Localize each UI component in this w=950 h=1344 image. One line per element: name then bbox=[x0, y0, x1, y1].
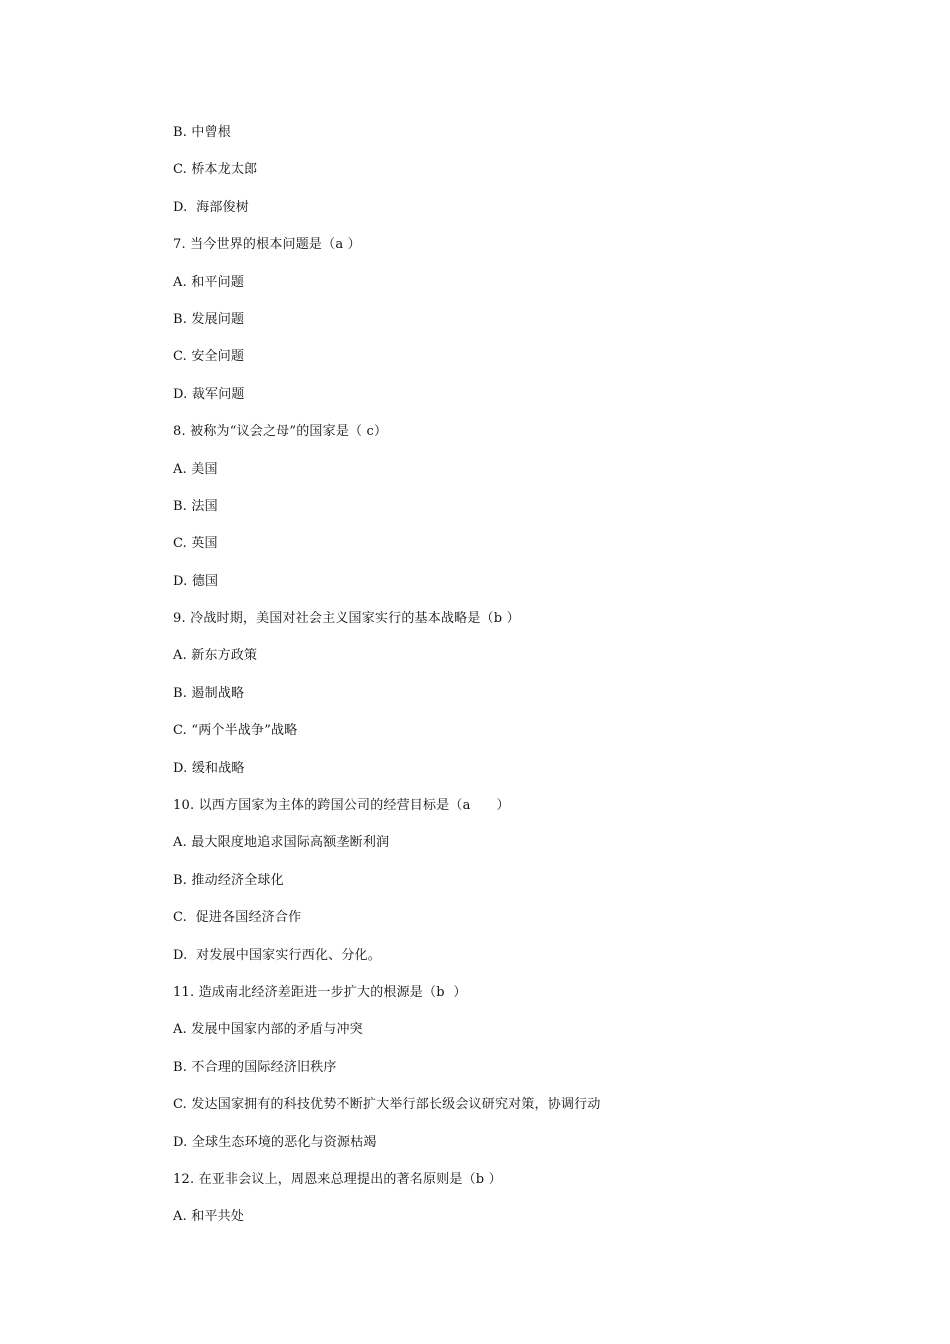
option-d-line: D. 海部俊树 bbox=[173, 199, 249, 215]
option-b-line: B. 遏制战略 bbox=[173, 685, 245, 701]
question-10: 10. 以西方国家为主体的跨国公司的经营目标是（a ） bbox=[173, 798, 510, 814]
option-b-line: B. 中曾根 bbox=[173, 125, 232, 140]
option-c-line: C. 发达国家拥有的科技优势不断扩大举行部长级会议研究对策，协调行动 bbox=[173, 1097, 601, 1113]
option-b-line: B. 法国 bbox=[173, 498, 218, 514]
question-7: 7. 当今世界的根本问题是（a ） bbox=[173, 237, 361, 253]
option-c-line: C. “两个半战争”战略 bbox=[173, 723, 298, 739]
question-8: 8. 被称为“议会之母”的国家是（ c） bbox=[173, 424, 388, 440]
option-a-line: A. 新东方政策 bbox=[173, 648, 258, 664]
option-c-line: C. 安全问题 bbox=[173, 349, 245, 365]
question-11: 11. 造成南北经济差距进一步扩大的根源是（b ） bbox=[173, 984, 467, 1000]
option-b-line: B. 不合理的国际经济旧秩序 bbox=[173, 1059, 337, 1075]
option-c-line: C. 英国 bbox=[173, 536, 218, 552]
option-d-line: D. 德国 bbox=[173, 573, 219, 589]
question-9: 9. 冷战时期，美国对社会主义国家实行的基本战略是（b ） bbox=[173, 611, 520, 627]
question-list bbox=[173, 122, 893, 1244]
option-c-line: C. 桥本龙太郎 bbox=[173, 162, 258, 178]
option-d-line: D. 裁军问题 bbox=[173, 386, 245, 402]
option-d-line: D. 对发展中国家实行西化、分化。 bbox=[173, 947, 381, 963]
option-b-line: B. 发展问题 bbox=[173, 311, 245, 327]
option-d-line: D. 缓和战略 bbox=[173, 760, 245, 776]
option-a-line: A. 发展中国家内部的矛盾与冲突 bbox=[173, 1022, 363, 1038]
option-b-line: B. 推动经济全球化 bbox=[173, 872, 284, 888]
option-d-line: D. 全球生态环境的恶化与资源枯竭 bbox=[173, 1134, 377, 1150]
option-a-line: A. 最大限度地追求国际高额垄断利润 bbox=[173, 835, 390, 851]
option-a-line: A. 美国 bbox=[173, 461, 218, 477]
option-a-line: A. 和平共处 bbox=[173, 1209, 245, 1225]
option-c-line: C. 促进各国经济合作 bbox=[173, 910, 302, 926]
option-a-line: A. 和平问题 bbox=[173, 274, 245, 290]
question-12: 12. 在亚非会议上，周恩来总理提出的著名原则是（b ） bbox=[173, 1171, 502, 1187]
